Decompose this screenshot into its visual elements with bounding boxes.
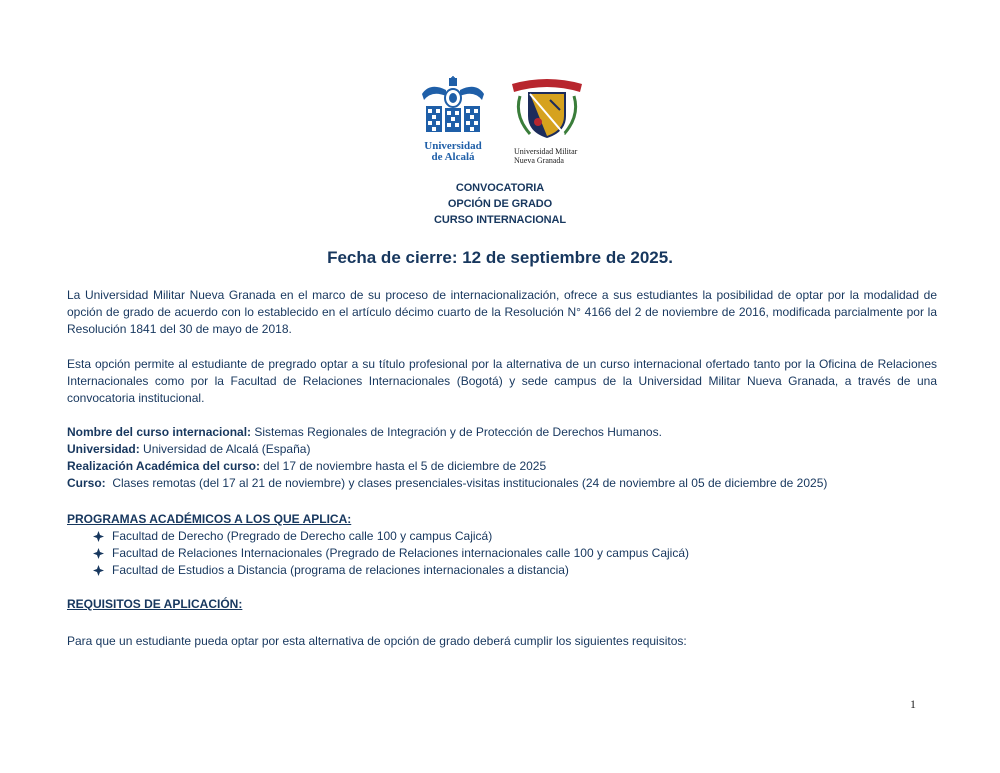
- realization-value: del 17 de noviembre hasta el 5 de diciembre de 2025: [259, 459, 547, 473]
- requirements-section-title: REQUISITOS DE APLICACIÓN:: [67, 597, 243, 611]
- realization-label: Realización Académica del curso:: [67, 459, 260, 473]
- logo-area: [0, 76, 1000, 164]
- programs-section-title: PROGRAMAS ACADÉMICOS A LOS QUE APLICA:: [67, 512, 352, 526]
- curso-label: Curso:: [67, 476, 106, 490]
- course-name-value: Sistemas Regionales de Integración y de Protección de Derechos Humanos.: [251, 425, 662, 439]
- option-description-paragraph: Esta opción permite al estudiante de pregrado optar a su título profesional por la alternativa de un curso internacional ofertado tanto por la Oficina de Relaciones Internacionales como por la Facultad de Relaciones Internacionales (Bogotá) y sede campus de la Universidad Militar Nueva Granada, a través de una convocatoria institucional.: [67, 357, 937, 405]
- uah-crest-icon: [416, 76, 490, 136]
- list-item: [92, 562, 689, 579]
- list-item: [92, 528, 689, 545]
- deadline-title: Fecha de cierre: 12 de septiembre de 2025.: [327, 248, 673, 267]
- umng-name-line2: Nueva Granada: [514, 156, 564, 165]
- header-opcion-grado: OPCIÓN DE GRADO: [447, 198, 553, 210]
- universidad-de-alcala-logo: [416, 76, 490, 162]
- university-value: Universidad de Alcalá (España): [139, 442, 311, 456]
- realization-field: [67, 458, 937, 475]
- curso-value: Clases remotas (del 17 al 21 de noviembre) y clases presenciales-visitas institucionales (24 de noviembre al 05 de diciembre de 2025): [105, 476, 828, 490]
- umng-shield-icon: [508, 76, 586, 142]
- program-label: Facultad de Derecho (Pregrado de Derecho calle 100 y campus Cajicá): [112, 529, 493, 543]
- course-name-field: [67, 424, 937, 441]
- diamond-bullet-icon: [92, 531, 104, 543]
- course-details: [67, 424, 937, 492]
- university-field: [67, 441, 937, 458]
- page-number: 1: [910, 697, 916, 711]
- course-name-label: Nombre del curso internacional:: [67, 425, 252, 439]
- program-label: Facultad de Estudios a Distancia (programa de relaciones internacionales a distancia): [112, 563, 569, 577]
- list-item: [92, 545, 689, 562]
- university-label: Universidad:: [67, 442, 140, 456]
- intro-paragraph: La Universidad Militar Nueva Granada en el marco de su proceso de internacionalización, ofrece a sus estudiantes la posibilidad de optar por la modalidad de opción de grado de acuerdo con lo establecido en el artículo décimo cuarto de la Resolución N° 4166 del 2 de noviembre de 2016, modificada parcialmente por la Resolución 1841 del 30 de mayo de 2018.: [67, 288, 937, 336]
- umng-name-line1: Universidad Militar: [514, 147, 578, 156]
- uah-name-line1: Universidad: [424, 140, 482, 152]
- document-header: [0, 180, 1000, 228]
- requirements-intro: Para que un estudiante pueda optar por esta alternativa de opción de grado deberá cumplir los siguientes requisitos:: [67, 634, 687, 648]
- universidad-militar-nueva-granada-logo: [508, 76, 586, 165]
- programs-list: [92, 528, 689, 579]
- diamond-bullet-icon: [92, 565, 104, 577]
- header-convocatoria: CONVOCATORIA: [455, 182, 545, 194]
- diamond-bullet-icon: [92, 548, 104, 560]
- curso-field: [67, 475, 937, 492]
- program-label: Facultad de Relaciones Internacionales (Pregrado de Relaciones internacionales calle 100 y campus Cajicá): [112, 546, 689, 560]
- uah-name-line2: de Alcalá: [431, 151, 475, 163]
- header-curso-internacional: CURSO INTERNACIONAL: [434, 214, 566, 226]
